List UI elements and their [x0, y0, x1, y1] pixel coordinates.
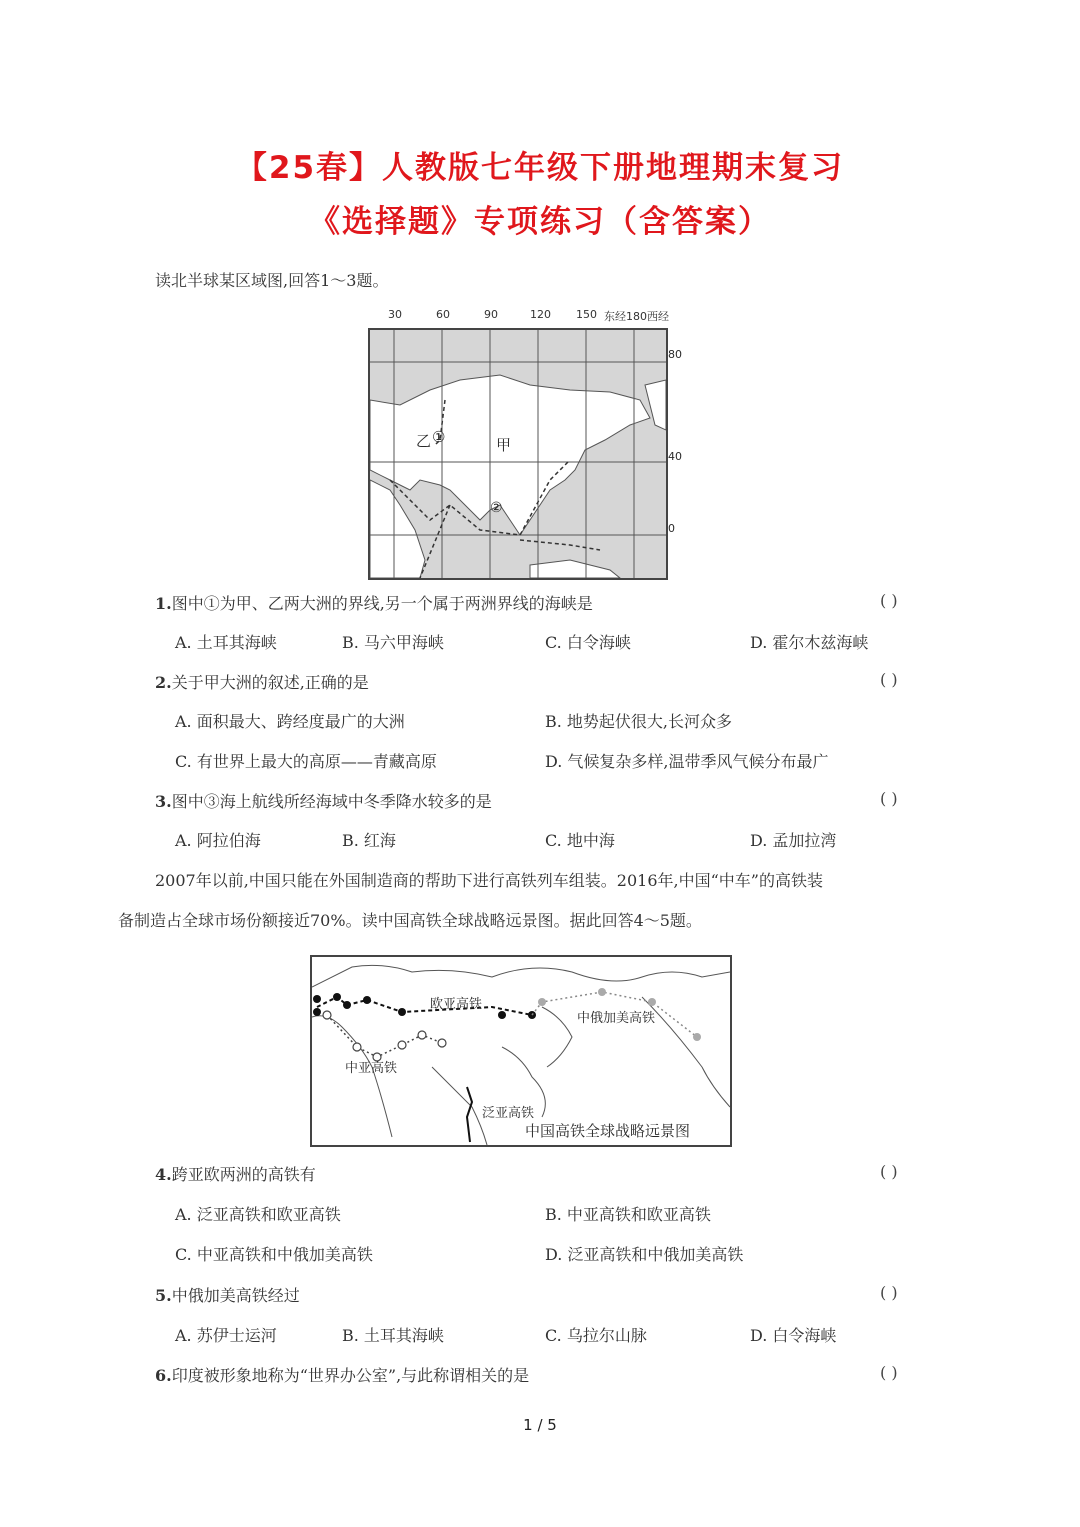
map-caption: 中国高铁全球战略远景图	[525, 1122, 691, 1140]
option-2b: B. 地势起伏很大,长河众多	[545, 712, 733, 731]
option-1a: A. 土耳其海峡	[175, 633, 277, 652]
option-1c: C. 白令海峡	[545, 633, 631, 652]
answer-blank-1[interactable]: ( )	[880, 591, 898, 610]
answer-blank-4[interactable]: ( )	[880, 1162, 898, 1181]
question-stem: 图中①为甲、乙两大洲的界线,另一个属于两洲界线的海峡是	[171, 594, 593, 613]
lon-label: 东经180西经	[604, 310, 669, 323]
option-5d: D. 白令海峡	[750, 1326, 837, 1345]
lon-label: 120	[530, 308, 551, 321]
marker-1: ①	[432, 428, 446, 446]
option-3b: B. 红海	[342, 831, 396, 850]
question-1	[155, 591, 593, 614]
continent-label-jia: 甲	[496, 436, 512, 454]
continent-label-yi: 乙	[416, 432, 432, 450]
lon-label: 150	[576, 308, 597, 321]
answer-blank-2[interactable]: ( )	[880, 670, 898, 689]
lat-label: 80	[668, 348, 682, 361]
lat-label: 40	[668, 450, 682, 463]
question-5	[155, 1283, 300, 1306]
question-number: 4.	[155, 1165, 172, 1184]
question-3	[155, 789, 492, 812]
answer-blank-5[interactable]: ( )	[880, 1283, 898, 1302]
map-frame	[368, 328, 668, 580]
route-label-eurasia: 欧亚高铁	[430, 997, 483, 1012]
lon-label: 60	[436, 308, 450, 321]
option-1d: D. 霍尔木兹海峡	[750, 633, 869, 652]
section2-intro-line1: 2007年以前,中国只能在外国制造商的帮助下进行高铁列车组装。2016年,中国“中车”的高铁装	[155, 871, 823, 890]
question-number: 5.	[155, 1286, 172, 1305]
map-eurasia-graphic	[370, 330, 666, 578]
section2-intro-line2: 备制造占全球市场份额接近70%。读中国高铁全球战略远景图。据此回答4～5题。	[118, 911, 702, 930]
question-number: 2.	[155, 673, 172, 692]
question-stem: 中俄加美高铁经过	[171, 1286, 300, 1305]
option-4d: D. 泛亚高铁和中俄加美高铁	[545, 1245, 744, 1264]
route-label-central-asia: 中亚高铁	[345, 1061, 398, 1076]
answer-blank-6[interactable]: ( )	[880, 1363, 898, 1382]
question-number: 6.	[155, 1366, 172, 1385]
route-label-china-russia-canada-us: 中俄加美高铁	[577, 1011, 656, 1026]
page-number: 1 / 5	[523, 1416, 557, 1434]
marker-2: ②	[490, 500, 503, 516]
option-2c: C. 有世界上最大的高原——青藏高原	[175, 752, 437, 771]
option-5a: A. 苏伊士运河	[175, 1326, 277, 1345]
option-4c: C. 中亚高铁和中俄加美高铁	[175, 1245, 373, 1264]
option-5c: C. 乌拉尔山脉	[545, 1326, 647, 1345]
option-3a: A. 阿拉伯海	[175, 831, 261, 850]
lon-label: 90	[484, 308, 498, 321]
option-4a: A. 泛亚高铁和欧亚高铁	[175, 1205, 341, 1224]
option-1b: B. 马六甲海峡	[342, 633, 444, 652]
question-stem: 图中③海上航线所经海域中冬季降水较多的是	[171, 792, 492, 811]
option-3c: C. 地中海	[545, 831, 615, 850]
option-2a: A. 面积最大、跨经度最广的大洲	[175, 712, 405, 731]
question-stem: 跨亚欧两洲的高铁有	[171, 1165, 316, 1184]
map-china-hsr-strategy	[310, 955, 732, 1147]
question-stem: 印度被形象地称为“世界办公室”,与此称谓相关的是	[171, 1366, 530, 1385]
route-label-pan-asia: 泛亚高铁	[482, 1106, 535, 1121]
document-title-line2: 《选择题》专项练习（含答案）	[309, 204, 771, 240]
map-northern-hemisphere	[362, 308, 702, 583]
option-2d: D. 气候复杂多样,温带季风气候分布最广	[545, 752, 829, 771]
section1-intro: 读北半球某区域图,回答1～3题。	[155, 271, 389, 290]
lon-label: 30	[388, 308, 402, 321]
question-number: 3.	[155, 792, 172, 811]
document-title-line1: 【25春】人教版七年级下册地理期末复习	[235, 150, 845, 186]
option-3d: D. 孟加拉湾	[750, 831, 837, 850]
question-number: 1.	[155, 594, 172, 613]
question-stem: 关于甲大洲的叙述,正确的是	[171, 673, 369, 692]
option-4b: B. 中亚高铁和欧亚高铁	[545, 1205, 711, 1224]
lat-label: 0	[668, 522, 675, 535]
question-2	[155, 670, 369, 693]
question-4	[155, 1162, 316, 1185]
option-5b: B. 土耳其海峡	[342, 1326, 444, 1345]
answer-blank-3[interactable]: ( )	[880, 789, 898, 808]
question-6	[155, 1363, 529, 1386]
